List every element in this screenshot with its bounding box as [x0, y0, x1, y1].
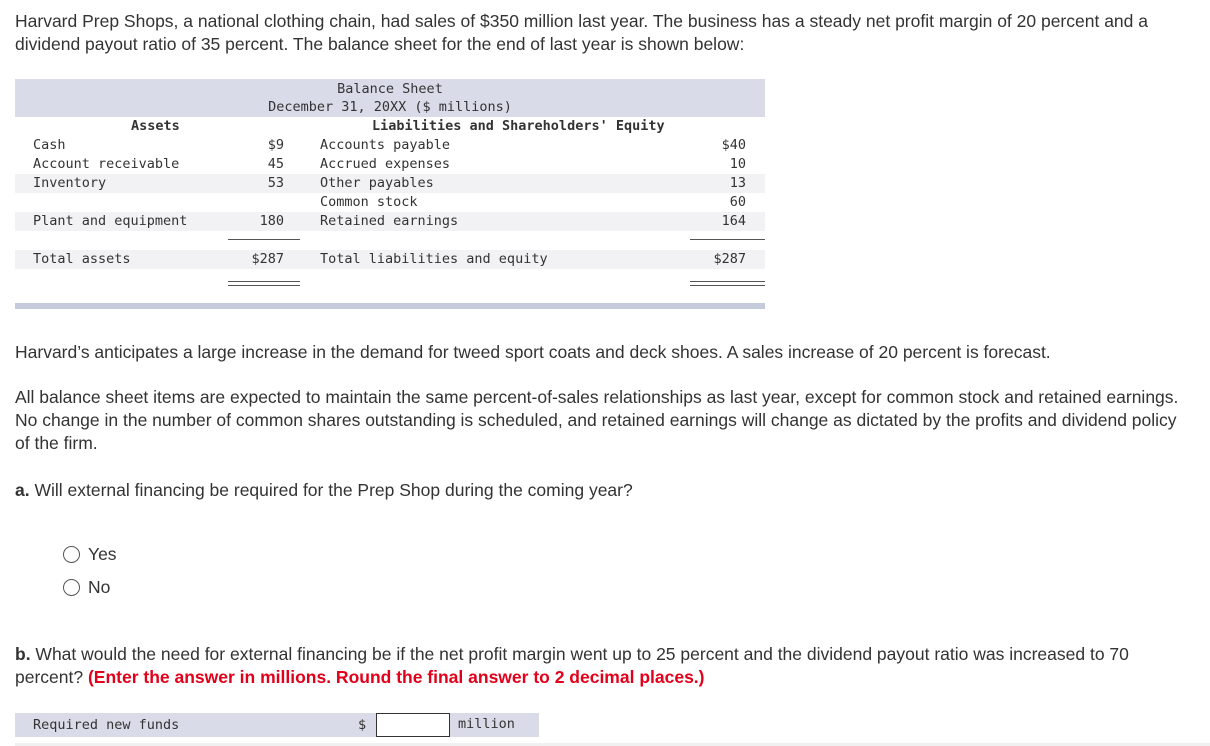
balance-sheet-subtitle: December 31, 20XX ($ millions) — [268, 99, 512, 115]
subtotal-rule — [228, 239, 300, 240]
asset-label: Cash — [33, 137, 66, 153]
assets-header: Assets — [131, 118, 180, 134]
radio-button-icon[interactable] — [63, 579, 80, 596]
option-no-label: No — [88, 577, 111, 597]
total-double-rule — [228, 285, 300, 286]
question-b — [15, 643, 1185, 689]
total-liabilities-label: Total liabilities and equity — [320, 251, 548, 267]
asset-label: Plant and equipment — [33, 213, 188, 229]
radio-button-icon[interactable] — [63, 546, 80, 563]
option-no[interactable] — [63, 577, 110, 598]
liability-label: Accrued expenses — [320, 156, 451, 172]
asset-value: 53 — [267, 175, 284, 191]
asset-label: Account receivable — [33, 156, 180, 172]
asset-label: Inventory — [33, 175, 107, 191]
liability-value: 60 — [729, 194, 746, 210]
question-a — [15, 479, 1185, 502]
question-b-instruction: (Enter the answer in millions. Round the final answer to 2 decimal places.) — [87, 667, 705, 687]
liabilities-header: Liabilities and Shareholders' Equity — [372, 118, 665, 134]
total-double-rule — [690, 285, 765, 286]
answer-label: Required new funds — [33, 717, 180, 733]
total-double-rule — [228, 281, 300, 282]
assumptions-text: All balance sheet items are expected to maintain the same percent-of-sales relationships as last year, except for common stock and retained earnings. No change in the number of common shares outstanding is scheduled, and retained earnings will change as dictated by the profits and dividend policy of the firm. — [15, 387, 1179, 453]
balance-sheet-title: Balance Sheet — [337, 81, 443, 97]
total-liabilities-value: $287 — [713, 251, 746, 267]
problem-intro: Harvard Prep Shops, a national clothing chain, had sales of $350 million last year. The business has a steady net profit margin of 20 percent and a dividend payout ratio of 35 percent. The balance sheet for the end of last year is shown below: — [15, 11, 1148, 54]
liability-label: Common stock — [320, 194, 418, 210]
liability-label: Other payables — [320, 175, 434, 191]
total-double-rule — [690, 281, 765, 282]
liability-value: 164 — [721, 213, 746, 229]
option-yes-label: Yes — [88, 544, 117, 564]
question-a-prefix: a. — [15, 480, 30, 500]
option-yes[interactable] — [63, 544, 117, 565]
balance-sheet-bottom-bar — [15, 303, 765, 309]
liability-value: 13 — [729, 175, 746, 191]
answer-row — [15, 713, 539, 737]
total-assets-label: Total assets — [33, 251, 131, 267]
liability-value: $40 — [721, 137, 746, 153]
liability-label: Accounts payable — [320, 137, 451, 153]
currency-symbol: $ — [358, 717, 367, 733]
subtotal-rule — [690, 239, 765, 240]
liability-value: 10 — [729, 156, 746, 172]
liability-label: Retained earnings — [320, 213, 459, 229]
required-new-funds-input[interactable] — [376, 713, 450, 737]
balance-sheet-header — [15, 79, 765, 117]
question-b-prefix: b. — [15, 644, 31, 664]
asset-value: $9 — [267, 137, 284, 153]
unit-label: million — [458, 716, 515, 732]
asset-value: 45 — [267, 156, 284, 172]
question-b-text: What would the need for external financing be if the net profit margin went up to 25 percent and the dividend payout ratio was increased to 70 percent? — [15, 644, 1129, 687]
question-a-text: Will external financing be required for the Prep Shop during the coming year? — [29, 480, 633, 500]
asset-value: 180 — [259, 213, 284, 229]
forecast-text: Harvard’s anticipates a large increase in the demand for tweed sport coats and deck shoes. A sales increase of 20 percent is forecast. — [15, 342, 1051, 362]
total-assets-value: $287 — [251, 251, 284, 267]
